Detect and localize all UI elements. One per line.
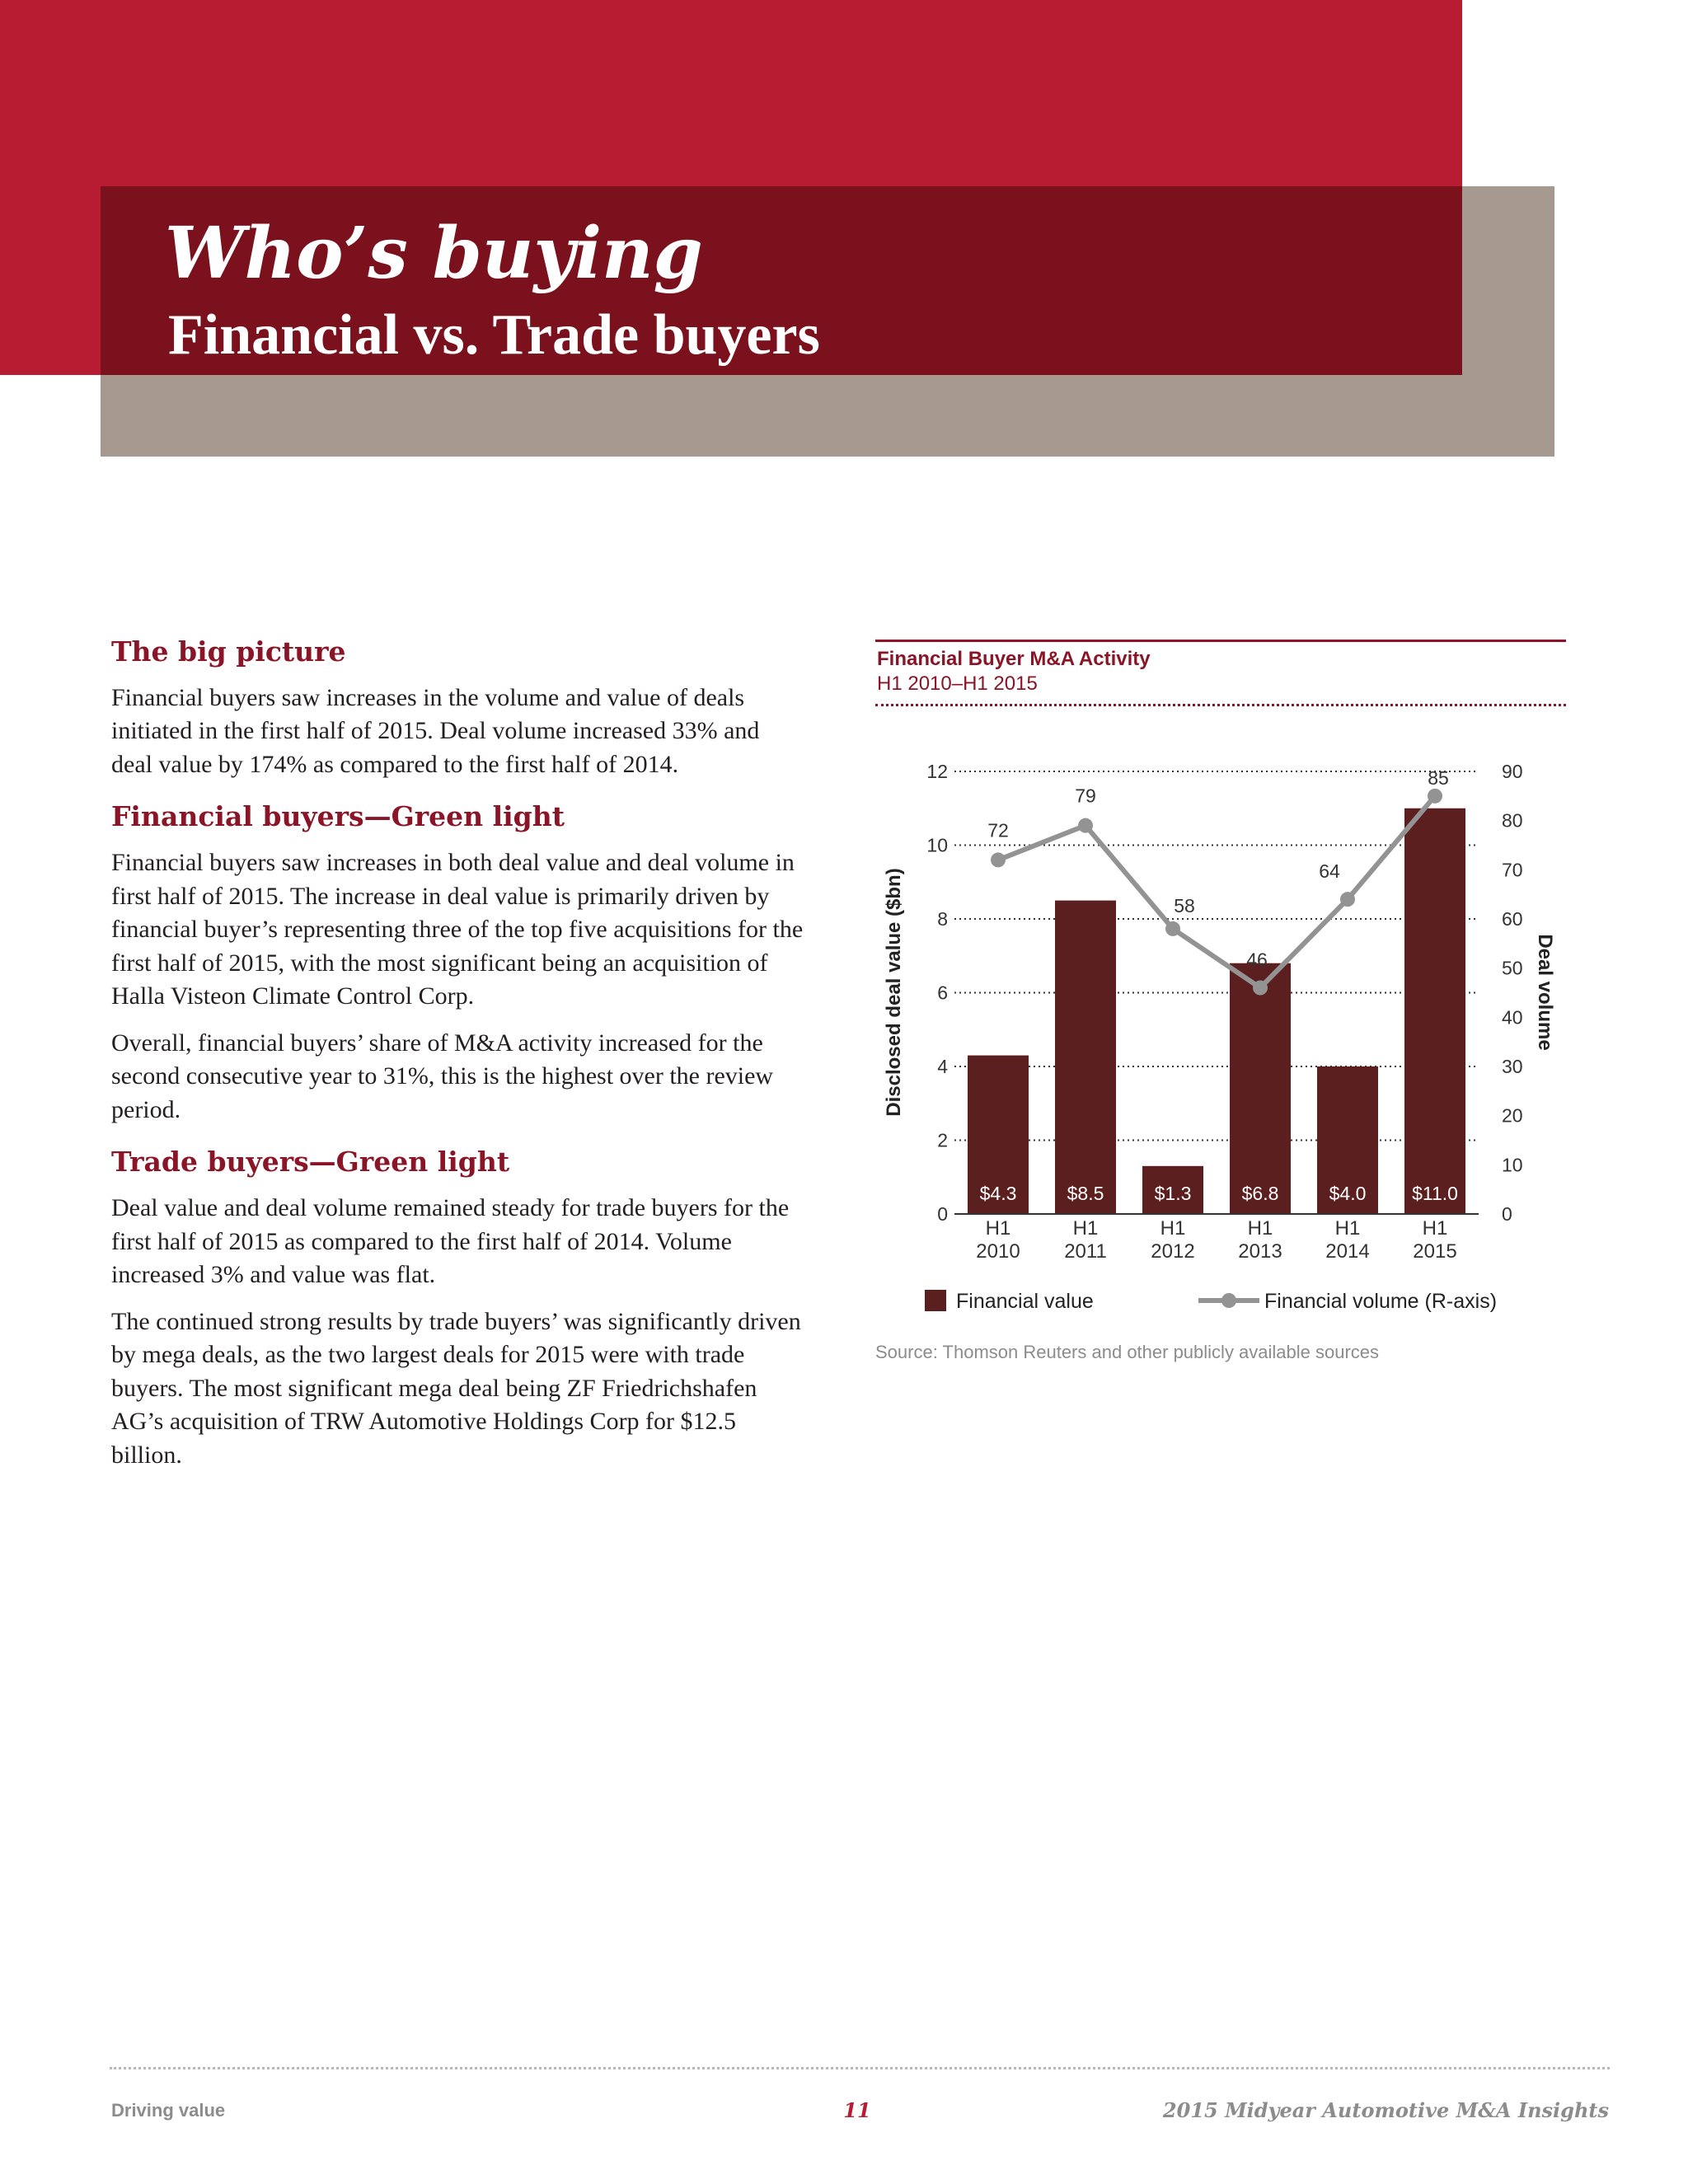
y-tick-label-left: 4 — [937, 1056, 948, 1077]
y-tick-label-left: 2 — [937, 1129, 948, 1151]
x-tick-label: H1 — [985, 1217, 1011, 1240]
y-axis-label-left: Disclosed deal value ($bn) — [883, 868, 905, 1117]
footer-rule — [110, 2067, 1610, 2069]
y-tick-label-right: 20 — [1502, 1104, 1523, 1127]
volume-point — [1165, 921, 1180, 936]
page-number: 11 — [843, 2098, 871, 2122]
section-heading-trade-buyers: Trade buyers—Green light — [111, 1146, 510, 1179]
page-title: Who’s buying — [165, 212, 703, 295]
x-tick-label: H1 — [1422, 1217, 1448, 1240]
bar-value-label: $11.0 — [1412, 1183, 1458, 1204]
x-tick-label: 2012 — [1151, 1240, 1195, 1263]
volume-data-label: 72 — [987, 819, 1009, 841]
legend-swatch-bar — [925, 1290, 946, 1311]
chart-title: Financial Buyer M&A Activity — [877, 648, 1151, 670]
x-tick-label: 2011 — [1064, 1240, 1107, 1263]
y-tick-label-right: 40 — [1502, 1006, 1523, 1029]
footer-right-text: 2015 Midyear Automotive M&A Insights — [1162, 2098, 1609, 2122]
section-heading-big-picture: The big picture — [111, 635, 346, 668]
volume-point — [1253, 981, 1268, 996]
volume-data-label: 79 — [1075, 785, 1096, 807]
volume-data-label: 85 — [1428, 766, 1449, 789]
volume-data-label: 64 — [1319, 860, 1340, 883]
x-tick-label: H1 — [1072, 1217, 1099, 1240]
y-tick-label-right: 70 — [1502, 859, 1523, 881]
chart-source-note: Source: Thomson Reuters and other publicly available sources — [875, 1342, 1380, 1362]
y-tick-label-right: 90 — [1502, 761, 1523, 782]
volume-point — [991, 852, 1006, 867]
y-tick-label-right: 50 — [1502, 957, 1523, 979]
legend-label-financial-volume: Financial volume (R-axis) — [1264, 1290, 1498, 1313]
paragraph: Deal value and deal volume remained steady for trade buyers for the first half of 2015 as compared to the first half of 2014. Volume increased 3% and value was flat. — [111, 1194, 790, 1289]
x-tick-label: H1 — [1247, 1217, 1273, 1240]
x-tick-label: 2010 — [976, 1240, 1020, 1263]
paragraph: Financial buyers saw increases in the volume and value of deals initiated in the first half of 2015. Deal volume increased 33% and deal value by 174% as compared to the first half of 2014. — [111, 683, 760, 778]
x-tick-label: H1 — [1160, 1217, 1186, 1240]
chart-panel — [875, 640, 1566, 1381]
footer-left-text: Driving value — [111, 2100, 226, 2121]
bar-value-label: $1.3 — [1154, 1183, 1192, 1204]
bar — [1230, 963, 1291, 1214]
paragraph: Overall, financial buyers’ share of M&A activity increased for the second consecutive year to 31%, this is the highest over the review period. — [111, 1029, 774, 1123]
bar-value-label: $6.8 — [1241, 1183, 1279, 1204]
bar-value-label: $4.3 — [979, 1183, 1017, 1204]
paragraph: Financial buyers saw increases in both deal value and deal volume in first half of 2015. The increase in deal value is primarily driven by financial buyer’s representing three of the top five acquisitions for the first half of 2015, with the most significant being an acquisition of Halla Visteon Climate Control Corp. — [111, 849, 804, 1010]
volume-point — [1340, 892, 1355, 907]
bar — [1404, 808, 1465, 1214]
volume-point — [1078, 818, 1093, 833]
y-tick-label-left: 12 — [926, 761, 948, 782]
y-tick-label-right: 60 — [1502, 908, 1523, 930]
bar — [1055, 901, 1116, 1214]
x-tick-label: H1 — [1334, 1217, 1361, 1240]
y-tick-label-right: 0 — [1502, 1203, 1512, 1225]
paragraph: The continued strong results by trade buyers’ was significantly driven by mega deals, as the two largest deals for 2015 were with trade buyers. The most significant mega deal being ZF Friedrichshafen AG’s acquisition of TRW Automotive Holdings Corp for $12.5 billion. — [111, 1307, 801, 1469]
chart-svg — [875, 640, 1566, 1332]
page-subtitle: Financial vs. Trade buyers — [168, 303, 820, 367]
volume-point — [1428, 789, 1442, 804]
y-tick-label-left: 0 — [937, 1203, 948, 1225]
bar-value-label: $4.0 — [1329, 1183, 1367, 1204]
y-tick-label-right: 80 — [1502, 809, 1523, 832]
y-tick-label-right: 30 — [1502, 1056, 1523, 1077]
y-tick-label-left: 6 — [937, 982, 948, 1004]
volume-data-label: 46 — [1246, 949, 1268, 971]
body-text-column — [111, 635, 804, 1485]
chart-subtitle: H1 2010–H1 2015 — [877, 673, 1038, 695]
y-tick-label-right: 10 — [1502, 1154, 1523, 1176]
legend-swatch-point — [1221, 1293, 1236, 1308]
x-tick-label: 2013 — [1238, 1240, 1282, 1263]
x-tick-label: 2015 — [1413, 1240, 1457, 1263]
section-heading-financial-buyers: Financial buyers—Green light — [111, 800, 565, 833]
volume-data-label: 58 — [1174, 894, 1195, 916]
y-tick-label-left: 10 — [926, 834, 948, 856]
legend-label-financial-value: Financial value — [956, 1290, 1094, 1313]
x-tick-label: 2014 — [1325, 1240, 1370, 1263]
y-tick-label-left: 8 — [937, 908, 948, 930]
y-axis-label-right: Deal volume — [1534, 934, 1556, 1051]
bar-value-label: $8.5 — [1067, 1183, 1104, 1204]
